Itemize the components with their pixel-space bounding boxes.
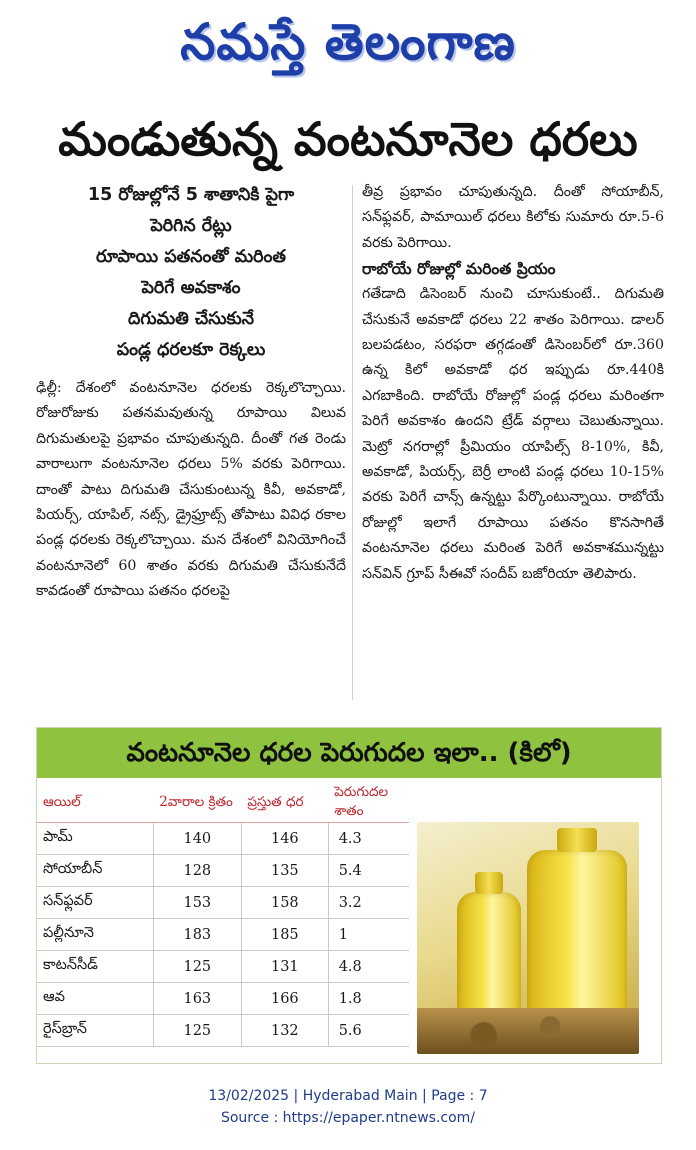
masthead-logo: నమస్తే తెలంగాణ [180, 12, 516, 71]
seeds-pile [417, 1008, 639, 1054]
article-subhead: రాబోయే రోజుల్లో మరింత ప్రియం [362, 260, 556, 279]
footer-date-edition: 13/02/2025 | Hyderabad Main | Page : 7 [208, 1088, 488, 1104]
deck-line: పండ్ల ధరలకూ రెక్కలు [116, 340, 266, 360]
old-price: 125 [153, 1015, 241, 1047]
col-header-increase-percent: పెరుగుదల శాతం [328, 784, 409, 823]
table-row [37, 951, 409, 983]
increase-percent: 1 [328, 919, 409, 951]
article-body-right-1: తీవ్ర ప్రభావం చూపుతున్నది. దీంతో సోయాబీన్, సన్‌ఫ్లవర్, పామాయిల్ ధరలు కిలోకు సుమారు రూ.5-6 వరకు పెరిగాయి. [362, 184, 664, 251]
price-table [37, 784, 409, 1047]
deck-subheadings [36, 180, 346, 366]
old-price: 153 [153, 887, 241, 919]
old-price: 163 [153, 983, 241, 1015]
oil-name: పల్లీనూనె [37, 919, 153, 951]
increase-percent: 3.2 [328, 887, 409, 919]
oil-name: పామ్ [37, 823, 153, 855]
page-headline: మండుతున్న వంటనూనెల ధరలు [58, 112, 638, 166]
col-header-current-price: ప్రస్తుత ధర [241, 784, 328, 823]
increase-percent: 5.4 [328, 855, 409, 887]
deck-line: పెరిగిన రేట్లు [150, 216, 232, 236]
col-header-oil: ఆయిల్ [37, 784, 153, 823]
table-header-row [37, 784, 409, 823]
table-row [37, 823, 409, 855]
current-price: 132 [241, 1015, 328, 1047]
old-price: 140 [153, 823, 241, 855]
deck-line: దిగుమతి చేసుకునే [127, 309, 255, 329]
table-row [37, 1015, 409, 1047]
article-body-right-2: గతేడాది డిసెంబర్ నుంచి చూసుకుంటే.. దిగుమతి చేసుకునే అవకాడో ధరలు 22 శాతం పెరిగాయి. డాలర్ బలపడటం, సరఫరా తగ్గడంతో డిసెంబర్‌లో రూ.360 ఉన్న కిలో అవకాడో ధర ఇప్పుడు రూ.440కి ఎగబాకింది. రాబోయే రోజుల్లో పండ్ల ధరలు మరింతగా పెరిగే అవకాశం ఉందని ట్రేడ్ వర్గాలు చెబుతున్నాయి. మెట్రో నగరాల్లో ప్రీమియం యాపిల్స్ 8-10%, కివీ, అవకాడో, పియర్స్, బెర్రీ లాంటి పండ్ల ధరలు 10-15% వరకు పెరిగే చాన్స్ ఉన్నట్టు పేర్కొంటున్నాయి. రాబోయే రోజుల్లో ఇలాగే రూపాయి పతనం కొనసాగితే వంటనూనెల ధరలు మరింత పెరిగే అవకాశమున్నట్టు సన్‌విన్ గ్రూప్ సీఈవో సందీప్ బజోరియా తెలిపారు. [362, 286, 664, 582]
oil-name: సన్‌ఫ్లవర్ [37, 887, 153, 919]
right-column [362, 180, 664, 705]
current-price: 135 [241, 855, 328, 887]
old-price: 125 [153, 951, 241, 983]
current-price: 131 [241, 951, 328, 983]
table-row [37, 887, 409, 919]
footer-source: Source : https://epaper.ntnews.com/ [220, 1110, 476, 1126]
current-price: 158 [241, 887, 328, 919]
bottle-cap [475, 872, 503, 894]
oil-bottles-photo [417, 822, 639, 1054]
deck-line: పెరిగే అవకాశం [141, 278, 241, 298]
bottle-cap [557, 828, 597, 852]
current-price: 166 [241, 983, 328, 1015]
increase-percent: 1.8 [328, 983, 409, 1015]
oil-bottle-small [457, 892, 521, 1022]
article-body-left: ఢిల్లీ: దేశంలో వంటనూనెల ధరలకు రెక్కలొచ్చాయి. రోజురోజుకు పతనమవుతున్న రూపాయి విలువ దిగుమతులపై ప్రభావం చూపుతున్నది. దీంతో గత రెండు వారాలుగా వంటనూనెల ధరలు 5% వరకు పెరిగాయి. దాంతో పాటు దిగుమతి చేసుకుంటున్న కివీ, అవకాడో, పియర్స్, యాపిల్, నట్స్, డ్రైఫ్రూట్స్ తోపాటు వివిధ రకాల పండ్ల ధరలకు రెక్కలొచ్చాయి. మన దేశంలో వినియోగించే వంటనూనెలో 60 శాతం వరకు దిగుమతి చేసుకునేదే కావడంతో రూపాయి పతనం ధరలపై [36, 380, 346, 600]
oil-name: రైస్‌బ్రాన్ [37, 1015, 153, 1047]
table-row [37, 855, 409, 887]
oil-name: ఆవ [37, 983, 153, 1015]
oil-name: కాటన్‌సీడ్ [37, 951, 153, 983]
column-divider [352, 185, 353, 700]
table-row [37, 919, 409, 951]
price-table-title: వంటనూనెల ధరల పెరుగుదల ఇలా.. (కిలో) [37, 728, 661, 778]
increase-percent: 4.8 [328, 951, 409, 983]
price-table-box [36, 727, 662, 1064]
old-price: 183 [153, 919, 241, 951]
increase-percent: 5.6 [328, 1015, 409, 1047]
old-price: 128 [153, 855, 241, 887]
oil-name: సోయాబీన్ [37, 855, 153, 887]
current-price: 146 [241, 823, 328, 855]
deck-line: రూపాయి పతనంతో మరింత [96, 247, 286, 267]
deck-line: 15 రోజుల్లోనే 5 శాతానికి పైగా [87, 185, 295, 205]
table-row [37, 983, 409, 1015]
increase-percent: 4.3 [328, 823, 409, 855]
col-header-two-weeks-ago: 2వారాల క్రితం [153, 784, 241, 823]
current-price: 185 [241, 919, 328, 951]
left-column [36, 180, 346, 705]
